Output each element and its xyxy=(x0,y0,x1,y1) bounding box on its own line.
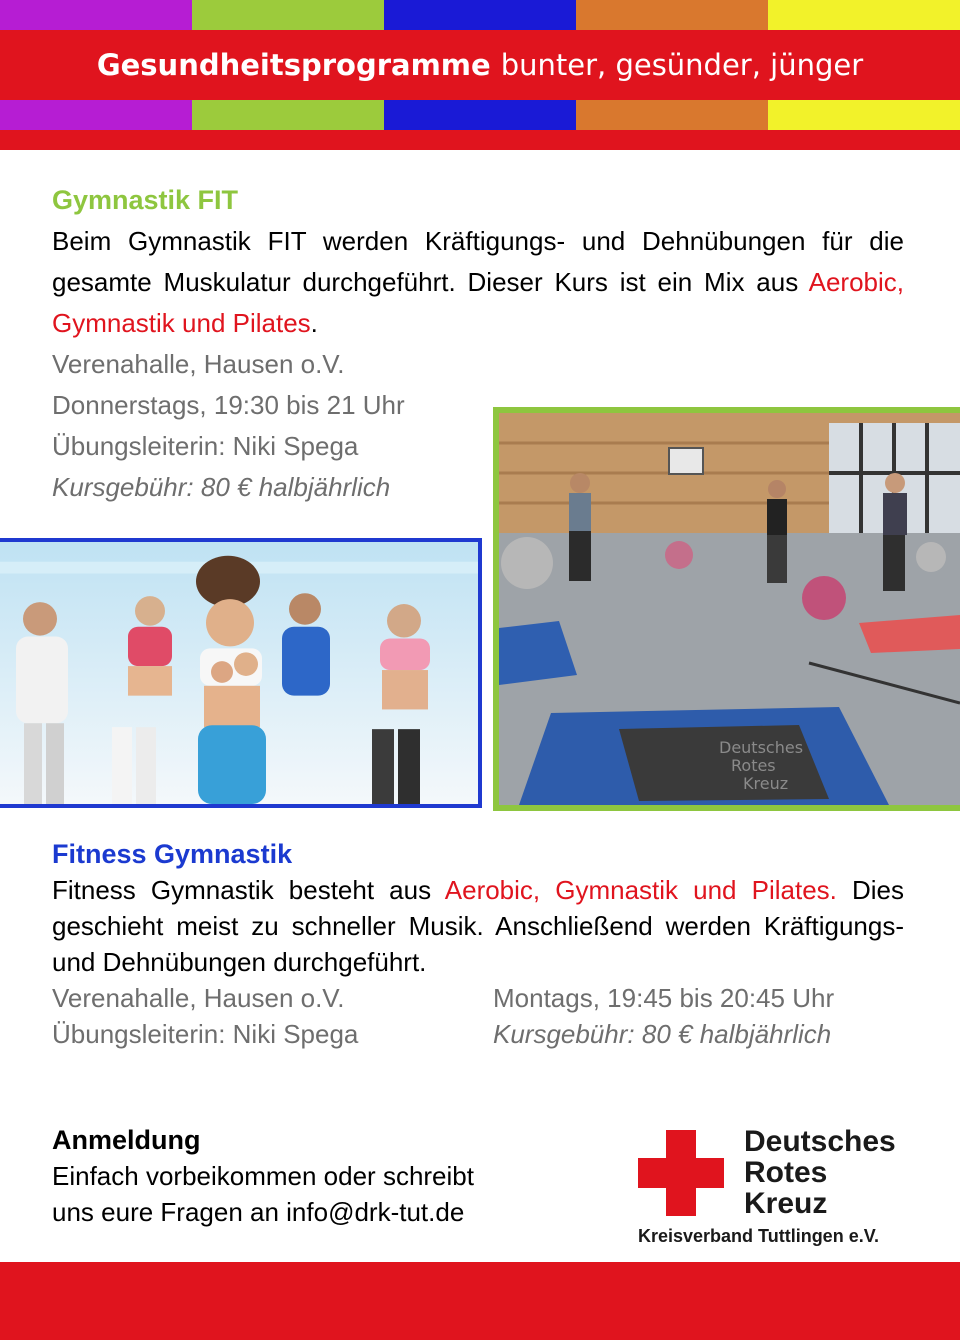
stripe xyxy=(768,0,960,30)
course-info-row xyxy=(52,980,904,1016)
stripe xyxy=(0,100,192,130)
section-title: Fitness Gymnastik xyxy=(52,839,293,869)
mat-text-2: Rotes xyxy=(731,756,776,775)
description-end: . xyxy=(310,308,318,338)
drk-logo xyxy=(636,1126,936,1252)
stripe xyxy=(0,0,192,30)
description-highlight: Aerobic, Gymnastik und Pilates. xyxy=(444,875,837,905)
mat-text-1: Deutsches xyxy=(719,738,804,757)
logo-line: Rotes xyxy=(744,1156,828,1189)
description-end: Dies geschieht meist zu schneller Musik. Anschließend werden Kräftigungs- und Dehnübungen durchgeführt. xyxy=(52,875,904,977)
footer-red-band xyxy=(0,1262,960,1340)
course-location: Verenahalle, Hausen o.V. xyxy=(52,983,345,1013)
logo-line: Deutsches xyxy=(744,1125,896,1158)
color-stripes-top xyxy=(0,0,960,30)
description-text: Beim Gymnastik FIT werden Kräftigungs- und Dehnübungen für die gesamte Muskulatur durchgeführt. Dieser Kurs ist ein Mix aus xyxy=(52,226,904,297)
section-description xyxy=(52,872,904,980)
course-time: Montags, 19:45 bis 20:45 Uhr xyxy=(493,983,835,1013)
mat-text-3: Kreuz xyxy=(743,774,789,793)
stripe xyxy=(576,100,768,130)
signup-line: Einfach vorbeikommen oder schreibt xyxy=(52,1161,474,1191)
stripe xyxy=(192,0,384,30)
header-title-bold: Gesundheitsprogramme xyxy=(96,48,491,82)
section-description xyxy=(52,221,904,344)
red-divider xyxy=(0,130,960,150)
section-title: Gymnastik FIT xyxy=(52,185,239,215)
course-location: Verenahalle, Hausen o.V. xyxy=(52,349,345,379)
course-time: Donnerstags, 19:30 bis 21 Uhr xyxy=(52,390,405,420)
stripe xyxy=(384,100,576,130)
stripe xyxy=(384,0,576,30)
logo-org-name: Kreisverband Tuttlingen e.V. xyxy=(638,1226,880,1246)
red-cross-icon xyxy=(638,1130,724,1216)
header-title-rest: bunter, gesünder, jünger xyxy=(500,48,864,82)
course-trainer: Übungsleiterin: Niki Spega xyxy=(52,1019,359,1049)
signup-title: Anmeldung xyxy=(52,1125,201,1155)
stripe xyxy=(192,100,384,130)
color-stripes-bottom xyxy=(0,100,960,130)
description-highlight: Aerobic, Gymnastik und Pilates xyxy=(52,267,904,338)
course-fee: Kursgebühr: 80 € halbjährlich xyxy=(52,472,391,502)
gym-hall-photo xyxy=(493,407,960,811)
logo-wordmark xyxy=(744,1126,896,1219)
signup-line-email[interactable]: uns eure Fragen an info@drk-tut.de xyxy=(52,1197,465,1227)
section-fitness-gymnastik xyxy=(52,836,904,1052)
signup-section xyxy=(52,1122,612,1230)
stripe xyxy=(768,100,960,130)
description-text: Fitness Gymnastik besteht aus xyxy=(52,875,445,905)
course-info-row xyxy=(52,1016,904,1052)
course-fee: Kursgebühr: 80 € halbjährlich xyxy=(493,1019,832,1049)
aerobics-class-photo xyxy=(0,538,482,808)
course-trainer: Übungsleiterin: Niki Spega xyxy=(52,431,359,461)
header-band xyxy=(0,30,960,100)
stripe xyxy=(576,0,768,30)
logo-line: Kreuz xyxy=(744,1187,828,1220)
